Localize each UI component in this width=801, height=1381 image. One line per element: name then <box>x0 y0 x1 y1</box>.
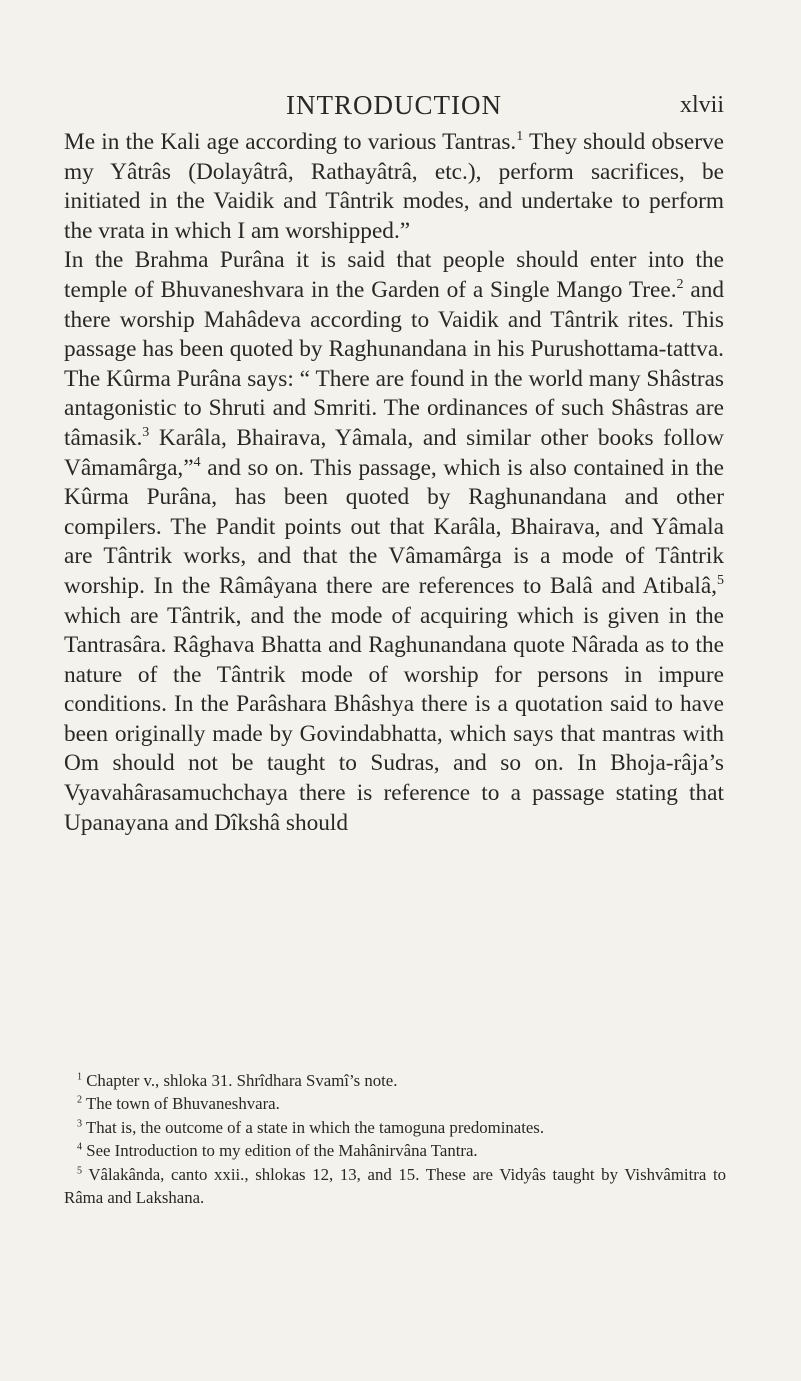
footnotes <box>64 1069 726 1209</box>
footnote <box>64 1116 726 1139</box>
footnote-ref[interactable]: 4 <box>193 454 201 470</box>
running-head: INTRODUCTION <box>286 90 502 120</box>
paragraph <box>64 128 724 246</box>
footnote-marker: 1 <box>77 1071 83 1083</box>
footnote <box>64 1069 726 1092</box>
page-header <box>64 88 724 124</box>
footnote <box>64 1139 726 1162</box>
paragraph-text: Me in the Kali age according to various Tantras. <box>64 129 517 155</box>
footnote-text: Vâlakânda, canto xxii., shlokas 12, 13, and 15. These are Vidyâs taught by Vishvâmitra to Râma and Lakshana. <box>64 1164 726 1208</box>
paragraph-text: and there worship Mahâdeva according to Vaidik and Tântrik rites. This passage has been quoted by Raghunandana in his Purushottama-tattva. The Kûrma Purâna says: “ There are found in the world many Shâstras antagonistic to Shruti and Smriti. The ordinances of such Shâstras are tâmasik. <box>64 276 724 451</box>
paragraph-text: Karâla, Bhairava, Yâmala, and similar other books follow Vâmamârga,” <box>64 424 724 481</box>
footnote-text: The town of Bhuvaneshvara. <box>82 1094 280 1114</box>
footnote-marker: 4 <box>77 1141 83 1153</box>
footnote-marker: 3 <box>77 1118 83 1130</box>
paragraph-text: and so on. This passage, which is also contained in the Kûrma Purâna, has been quoted by Raghunandana and other compilers. The Pandit points out that Karâla, Bhairava, and Yâmala are Tântrik works, and that the Vâmamârga is a mode of Tântrik worship. In the Râmâyana there are references to Balâ and Atibalâ, <box>64 454 724 599</box>
footnote-text: That is, the outcome of a state in which the tamoguna predominates. <box>82 1117 545 1137</box>
body-text <box>64 128 724 838</box>
footnote <box>64 1163 726 1210</box>
footnote-ref[interactable]: 2 <box>676 277 684 293</box>
page-number: xlvii <box>679 92 724 118</box>
footnote-marker: 2 <box>77 1094 83 1106</box>
paragraph <box>64 246 724 838</box>
footnote-ref[interactable]: 5 <box>717 573 724 589</box>
footnote-text: See Introduction to my edition of the Mahânirvâna Tantra. <box>82 1141 478 1161</box>
footnote-ref[interactable]: 1 <box>516 129 524 145</box>
footnote-marker: 5 <box>77 1165 83 1177</box>
paragraph-text: They should observe my Yâtrâs (Dolayâtrâ, Rathayâtrâ, etc.), perform sacrifices, be initiated in the Vaidik and Tântrik modes, and undertake to perform the vrata in which I am worshipped.” <box>64 129 724 244</box>
paragraph-text: which are Tântrik, and the mode of acquiring which is given in the Tantrasâra. Râghava Bhatta and Raghunandana quote Nârada as to the nature of the Tântrik mode of worship for persons in impure conditions. In the Parâshara Bhâshya there is a quotation said to have been originally made by Govindabhatta, which says that mantras with Om should not be taught to Sudras, and so on. In Bhoja-râja’s Vyavahârasamuchchaya there is reference to a passage stating that Upanayana and Dîkshâ should <box>64 602 724 836</box>
paragraph-text: In the Brahma Purâna it is said that people should enter into the temple of Bhuvaneshvara in the Garden of a Single Mango Tree. <box>64 247 724 303</box>
footnote <box>64 1092 726 1115</box>
footnote-text: Chapter v., shloka 31. Shrîdhara Svamî’s note. <box>82 1071 398 1090</box>
footnote-ref[interactable]: 3 <box>142 425 150 441</box>
